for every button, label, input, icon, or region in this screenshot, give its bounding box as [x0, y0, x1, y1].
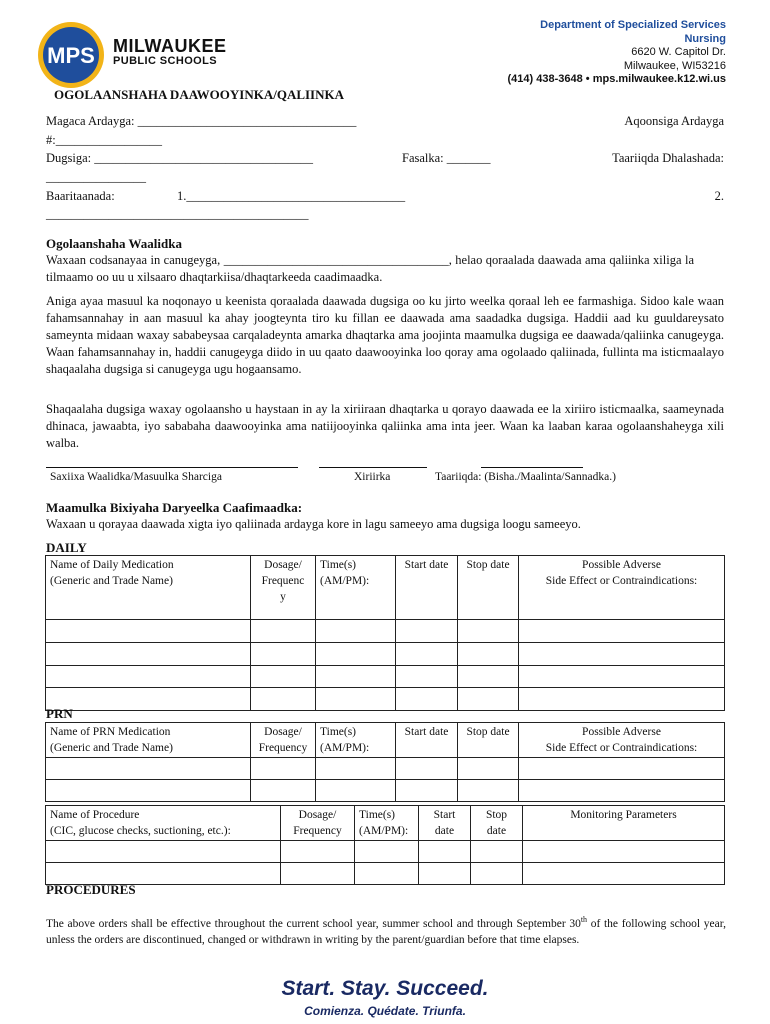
org-name-line2: PUBLIC SCHOOLS: [113, 55, 217, 67]
phone-label: Xiriirka: [354, 471, 391, 483]
daily-section-label: DAILY: [46, 540, 87, 555]
dob-label: Taariiqda Dhalashada:: [612, 151, 724, 165]
prn-col-start: Start date: [396, 723, 458, 758]
school-label[interactable]: Dugsiga: ___________________________________: [46, 151, 314, 165]
student-id-label: Aqoonsiga Ardayga: [624, 114, 724, 128]
slogan-spanish: Comienza. Quédate. Triunfa.: [304, 1004, 466, 1018]
signature-line[interactable]: [46, 467, 298, 468]
slogan: Start. Stay. Succeed.: [281, 977, 489, 1000]
prn-col-adverse: Possible Adverse Side Effect or Contraindications:: [519, 723, 725, 758]
dept-line1: Department of Specialized Services: [540, 19, 726, 31]
student-name-label[interactable]: Magaca Ardayga: ___________________________________: [46, 114, 357, 128]
daily-col-start: Start date: [396, 556, 458, 620]
mps-logo: [36, 20, 106, 90]
provider-heading: Maamulka Bixiyaha Daryeelka Caafimaadka:: [46, 500, 303, 515]
table-row[interactable]: [46, 643, 725, 666]
org-name-line1: MILWAUKEE: [113, 36, 227, 56]
table-row[interactable]: [46, 688, 725, 711]
procedures-table: [45, 805, 725, 885]
signature-label: Saxiixa Waalidka/Masuulka Sharciga: [50, 471, 222, 483]
daily-medication-table: [45, 555, 725, 711]
table-row[interactable]: [46, 863, 725, 885]
consent-heading: Ogolaanshaha Waalidka: [46, 236, 182, 251]
table-row[interactable]: [46, 620, 725, 643]
daily-col-name: Name of Daily Medication (Generic and Trade Name): [46, 556, 251, 620]
prn-medication-table: [45, 722, 725, 802]
daily-header-row: [46, 556, 725, 620]
validity-statement: The above orders shall be effective throughout the current school year, summer school and through September 30th of the following school year, unless the orders are discontinued, changed or withdrawn in writing by the parent/guardian before that time elapses.: [46, 915, 726, 946]
form-title: OGOLAANSHAHA DAAWOOYINKA/QALIINKA: [54, 87, 345, 102]
prn-header-row: [46, 723, 725, 758]
logo-text: MPS: [47, 43, 95, 68]
provider-intro: Waxaan u qorayaa daawada xigta iyo qaliinada ardayga kore in lagu sameeyo ama dugsiga loogu sameeyo.: [46, 517, 581, 531]
daily-col-adverse: Possible Adverse Side Effect or Contraindications:: [519, 556, 725, 620]
consent-para-1: Waxaan codsanayaa in canugeyga, ____________________________________, helao qoraalada daawada ama qaliinka xiliga la tilmaamo oo uu u xilsaaro dhaqtarkiisa/dhaqtarkeeda caadimaadka.: [46, 253, 694, 284]
prn-col-stop: Stop date: [458, 723, 519, 758]
consent-para-2: Aniga ayaa masuul ka noqonayo u keenista qoraalada daawada dugsiga oo ku jirto weelka qoraal leh ee farmashiga. Sidoo kale waan fahamsannahay in aan masuul ka ahay joogteynta tiro ku fillan ee daawada ama saadadka dugsiga. Haddii aad ku guuldareysato sameynta midaan waxay sababeysaa carqaladeynta amarka dhaqtarka ama joojinta maamulka dugsiga ee daawada/qaliinka canugeyga. Waan fahamsannahay in, haddii canugeyga diido in uu qaato daawooyinka loo qoray ama ogolaado qaliinada, fullinta ma isticmaalayo shaqaalaha dugsiga si canugeyga ugu hogaansamo.: [46, 294, 724, 376]
diagnosis-label: Baaritaanada:: [46, 189, 115, 203]
contact-line: (414) 438-3648 • mps.milwaukee.k12.wi.us: [507, 73, 726, 85]
diagnosis-1-field[interactable]: 1.___________________________________: [177, 189, 406, 203]
student-id-field[interactable]: #:_________________: [46, 133, 162, 147]
prn-section-label: PRN: [46, 706, 73, 721]
prn-col-time: Time(s) (AM/PM):: [316, 723, 396, 758]
prn-col-dosage: Dosage/ Frequency: [251, 723, 316, 758]
phone-line[interactable]: [319, 467, 427, 468]
proc-col-time: Time(s) (AM/PM):: [355, 806, 419, 841]
daily-col-stop: Stop date: [458, 556, 519, 620]
department-block: [508, 19, 726, 87]
daily-col-time: Time(s) (AM/PM):: [316, 556, 396, 620]
table-row[interactable]: [46, 758, 725, 780]
address-line2: Milwaukee, WI53216: [623, 59, 726, 72]
table-row[interactable]: [46, 841, 725, 863]
grade-label[interactable]: Fasalka: _______: [402, 151, 491, 165]
prn-col-name: Name of PRN Medication (Generic and Trade Name): [46, 723, 251, 758]
procedures-section-label: PROCEDURES: [46, 882, 136, 897]
date-label: Taariiqda: (Bisha./Maalinta/Sannadka.): [435, 471, 616, 483]
diagnosis-2-field[interactable]: __________________________________________: [46, 207, 309, 221]
table-row[interactable]: [46, 666, 725, 688]
procedures-header-row: [46, 806, 725, 841]
table-row[interactable]: [46, 780, 725, 802]
address-line1: 6620 W. Capitol Dr.: [631, 46, 726, 58]
diagnosis-2-label: 2.: [714, 189, 724, 203]
dob-field[interactable]: ________________: [46, 170, 146, 184]
org-name: [113, 36, 227, 67]
consent-para-3: Shaqaalaha dugsiga waxay ogolaansho u haystaan in ay la xiriiraan dhaqtarka u qorayo daawada ee la xiriiro isticmaalka, saameynada dhinaca, jawaabta, iyo sababaha daawooyinka ama natiijooyinka qaliinka ama inta jeer. Waan ka laaban karaa ogolaanshaheyga xili walba.: [46, 402, 724, 450]
proc-col-name: Name of Procedure (CIC, glucose checks, suctioning, etc.):: [46, 806, 281, 841]
proc-col-stop: Stop date: [471, 806, 523, 841]
daily-col-dosage: Dosage/ Frequenc y: [251, 556, 316, 620]
proc-col-start: Start date: [419, 806, 471, 841]
dept-line2: Nursing: [684, 32, 726, 45]
proc-col-dosage: Dosage/ Frequency: [281, 806, 355, 841]
date-line[interactable]: [481, 467, 583, 468]
proc-col-monitor: Monitoring Parameters: [523, 806, 725, 841]
